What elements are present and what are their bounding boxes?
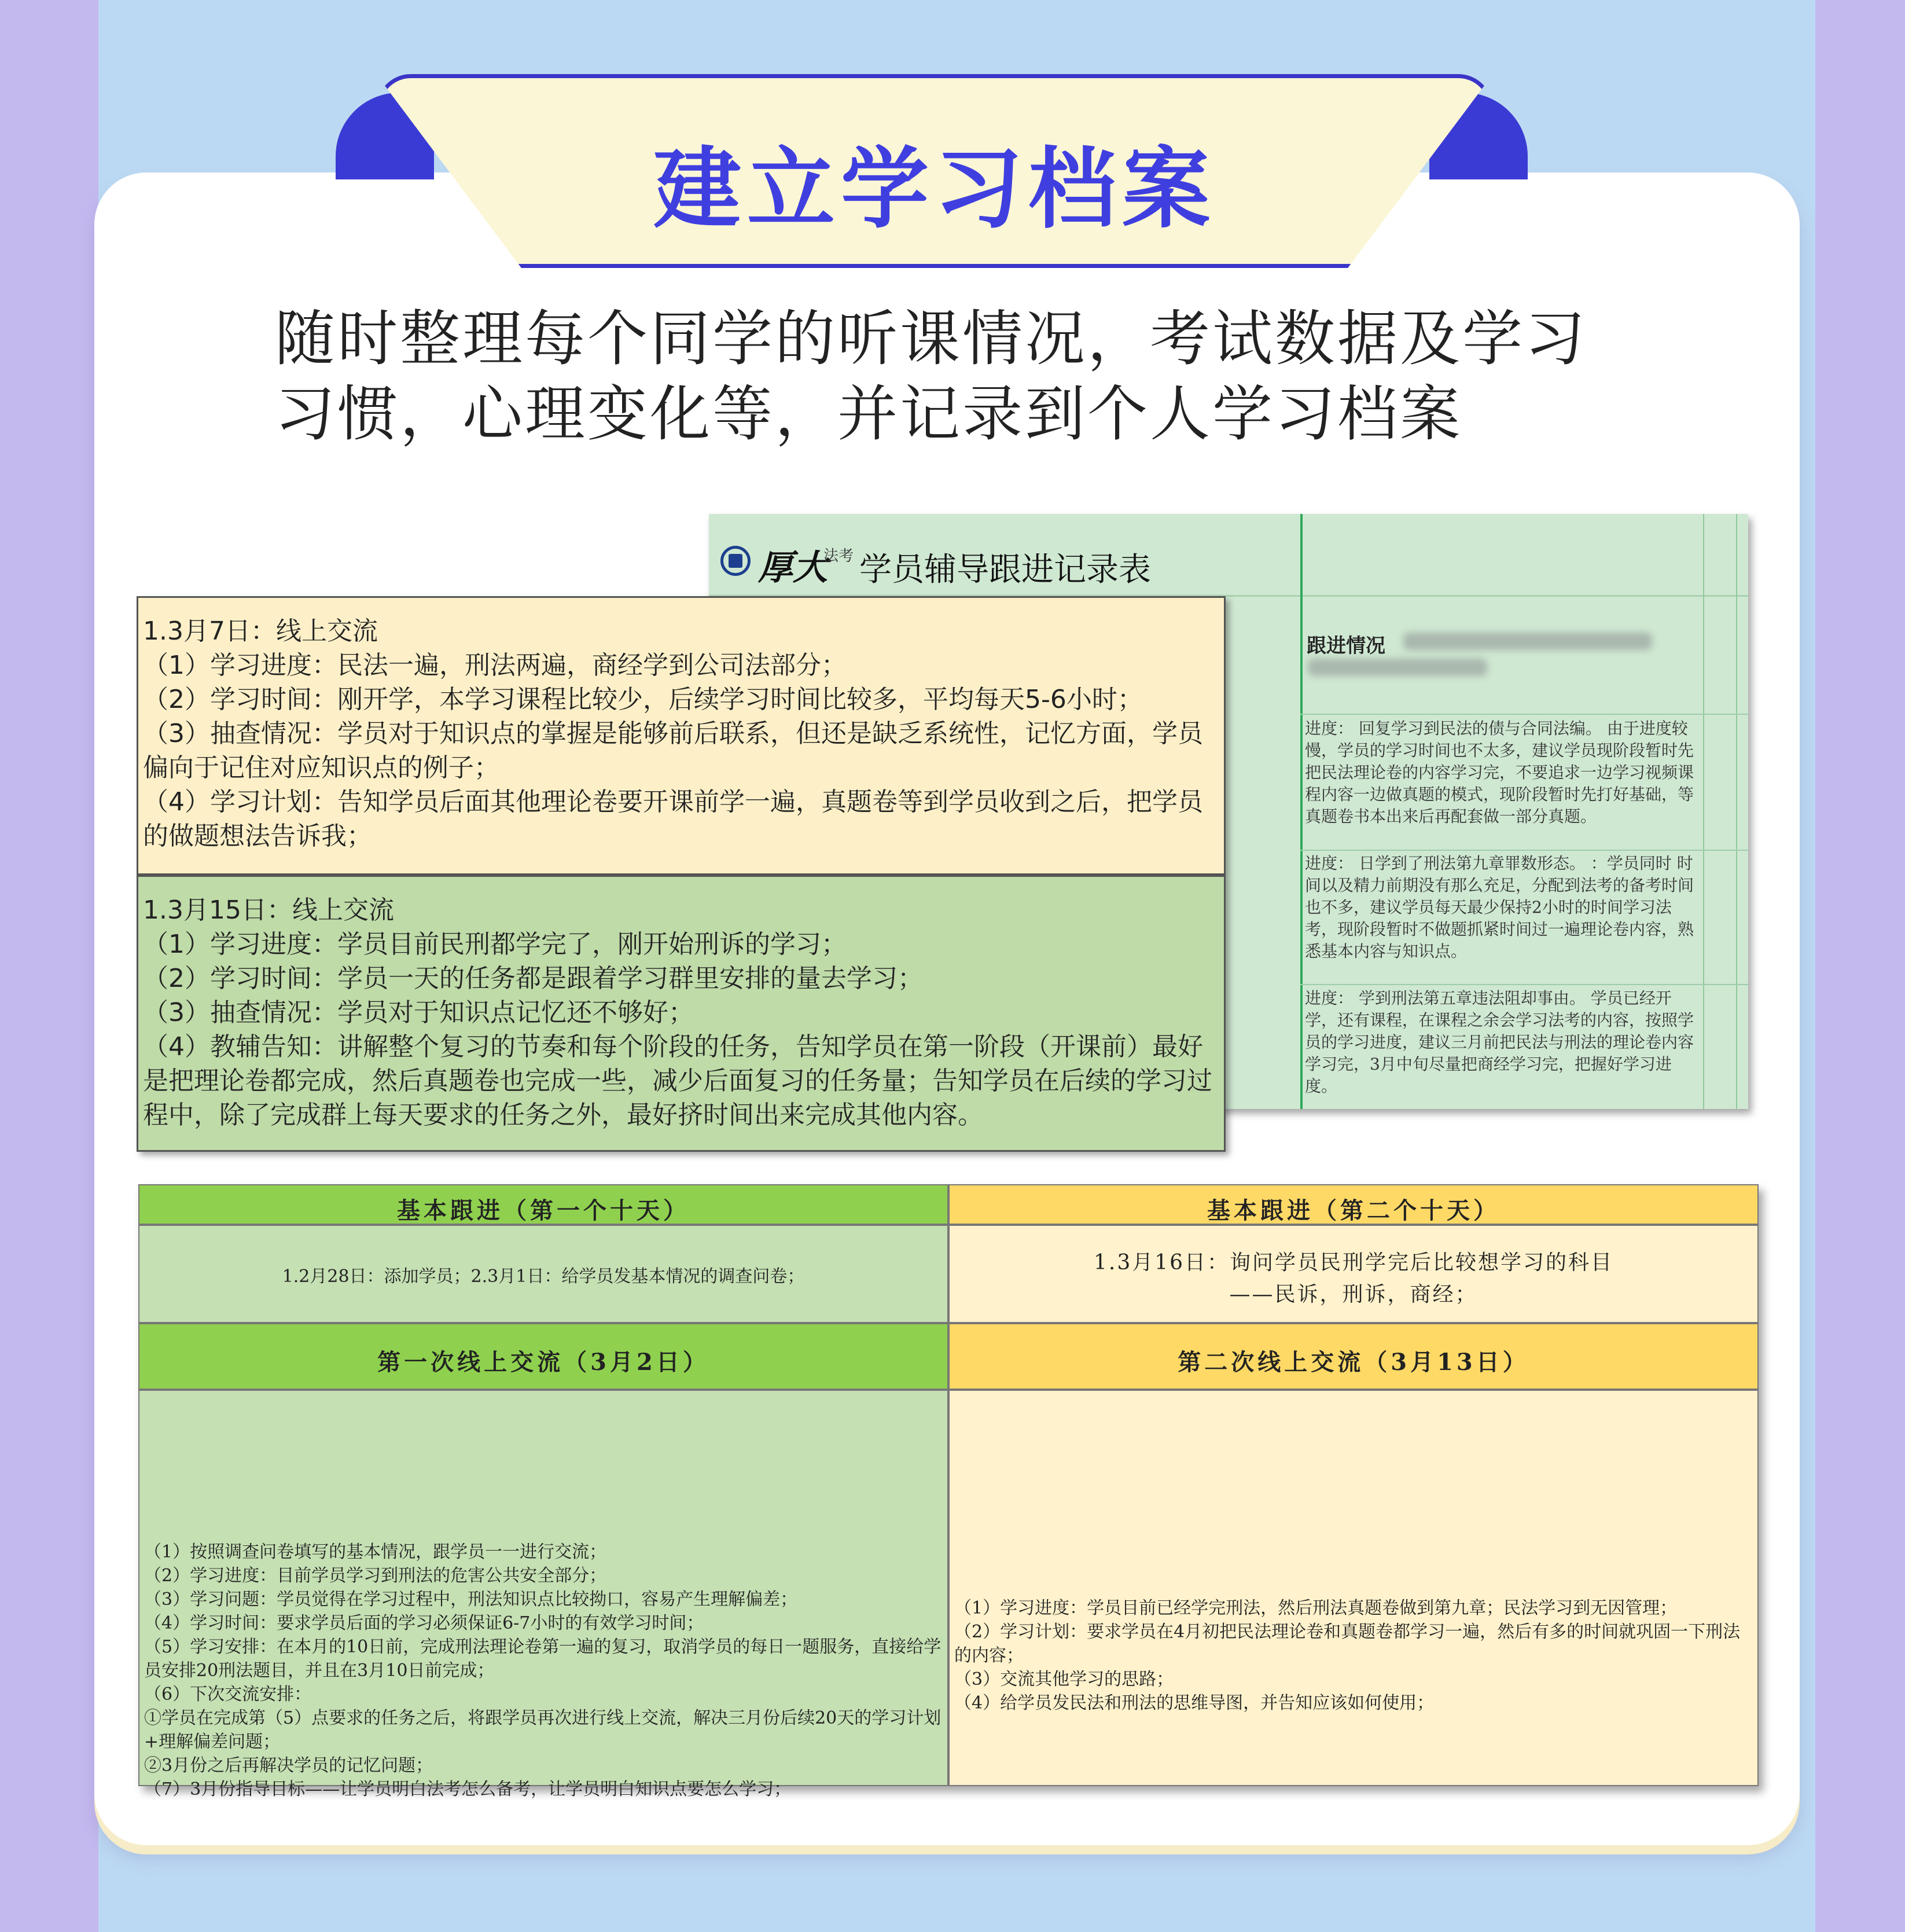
list-item: （5）学习安排：在本月的10日前，完成刑法理论卷第一遍的复习，取消学员的每日一题服务，直接给学员安排20刑法题目，并且在3月10日前完成；	[144, 1637, 942, 1681]
list-item: （3）学习问题：学员觉得在学习过程中，刑法知识点比较拗口，容易产生理解偏差；	[144, 1589, 798, 1610]
table-header-first-online	[138, 1323, 948, 1390]
sheet-row-divider	[1300, 850, 1748, 851]
note-line: （4）教辅告知：讲解整个复习的节奏和每个阶段的任务，告知学员在第一阶段（开课前）最好是把理论卷都完成，然后真题卷也完成一些，减少后面复习的任务量；告知学员在后续的学习过程中，除了完成群上每天要求的任务之外，最好挤时间出来完成其他内容。	[143, 1032, 1212, 1130]
note-box-march-7	[137, 596, 1226, 875]
table-cell-second-ten-days	[948, 1225, 1759, 1323]
list-item: （6）下次交流安排：	[144, 1684, 312, 1705]
left-side-band	[0, 0, 98, 1932]
sheet-note-1: 进度： 回复学习到民法的债与合同法编。 由于进度较慢，学员的学习时间也不太多，建议学员现阶段暂时先把民法理论卷的内容学习完，不要追求一边学习视频课程内容一边做真题的模式，现阶段暂时先打好基础，等真题卷书本出来后再配套做一部分真题。	[1305, 719, 1694, 826]
subtitle-line-2: 习惯，心理变化等，并记录到个人学习档案	[275, 379, 1463, 449]
list-item: （1）按照调查问卷填写的基本情况，跟学员一一进行交流；	[144, 1542, 607, 1562]
table-header-first-ten-days	[138, 1184, 948, 1225]
sheet-column-divider	[1703, 514, 1704, 1109]
note-line: 1.3月15日：线上交流	[143, 895, 394, 925]
cell-text: 1.2月28日：添加学员；2.3月1日：给学员发基本情况的调查问卷；	[282, 1266, 805, 1287]
sheet-note-2: 进度： 日学到了刑法第九章罪数形态。 ：学员同时 时间以及精力前期没有那么充足，分配到法考的备考时间也不多，建议学员每天最少保持2小时的时间学习法考，现阶段暂时不做题抓紧时间过一遍理论卷内容，熟悉基本内容与知识点。	[1305, 854, 1694, 961]
list-item: （2）学习进度：目前学员学习到刑法的危害公共安全部分；	[144, 1566, 607, 1586]
note-line: （2）学习时间：学员一天的任务都是跟着学习群里安排的量去学习；	[143, 964, 923, 993]
list-item: （4）给学员发民法和刑法的思维导图，并告知应该如何使用；	[954, 1693, 1435, 1713]
list-item: （3）交流其他学习的思路；	[954, 1669, 1174, 1689]
note-line: （4）学习计划：告知学员后面其他理论卷要开课前学一遍，真题卷等到学员收到之后，把学员的做题想法告诉我；	[143, 787, 1203, 851]
list-item: （4）学习时间：要求学员后面的学习必须保证6-7小时的有效学习时间；	[144, 1613, 704, 1633]
table-header-second-online	[948, 1323, 1759, 1390]
sheet-row-divider	[1300, 984, 1748, 985]
sheet-title: 学员辅导跟进记录表	[859, 551, 1151, 589]
list-item: （7）3月份指导目标——让学员明白法考怎么备考，让学员明白知识点要怎么学习；	[144, 1779, 792, 1799]
table-cell-first-online	[138, 1390, 948, 1799]
sheet-column-divider	[1736, 514, 1737, 1109]
header-label: 第一次线上交流（3月2日）	[377, 1349, 709, 1376]
note-line: 1.3月7日：线上交流	[143, 616, 378, 646]
note-box-march-15	[137, 875, 1226, 1152]
blurred-text	[1308, 659, 1487, 676]
subtitle-line-1: 随时整理每个同学的听课情况，考试数据及学习	[275, 303, 1588, 374]
brand-logo-icon	[720, 546, 751, 576]
right-side-band	[1815, 0, 1905, 1932]
note-line: （3）抽查情况：学员对于知识点记忆还不够好；	[143, 998, 694, 1027]
table-cell-second-online	[948, 1390, 1759, 1786]
note-line: （3）抽查情况：学员对于知识点的掌握是能够前后联系，但还是缺乏系统性，记忆方面，学员偏向于记住对应知识点的例子；	[143, 719, 1203, 783]
first-online-list	[144, 1540, 942, 1801]
list-item: ①学员在完成第（5）点要求的任务之后，将跟学员再次进行线上交流，解决三月份后续20天的学习计划+理解偏差问题；	[144, 1708, 942, 1752]
note-line: （1）学习进度：学员目前民刑都学完了，刚开始刑诉的学习；	[143, 930, 847, 959]
sheet-note-3: 进度： 学到刑法第五章违法阻却事由。 学员已经开学，还有课程，在课程之余会学习法考的内容，按照学员的学习进度，建议三月前把民法与刑法的理论卷内容学习完，3月中旬尽量把商经学习完，把握好学习进度。	[1305, 989, 1694, 1096]
page-title: 建立学习档案	[653, 138, 1216, 240]
subtitle	[275, 301, 1675, 451]
brand-subname: 法考	[823, 548, 854, 565]
brand-name: 厚大	[758, 548, 828, 588]
list-item: （2）学习计划：要求学员在4月初把民法理论卷和真题卷都学习一遍，然后有多的时间就巩固一下刑法的内容；	[954, 1622, 1741, 1666]
cell-text: ——民诉，刑诉，商经；	[1229, 1283, 1478, 1306]
blurred-text	[1403, 633, 1652, 650]
cell-text: 1.3月16日：询问学员民刑学完后比较想学习的科目	[1093, 1251, 1614, 1274]
list-item: （1）学习进度：学员目前已经学完刑法，然后刑法真题卷做到第九章；民法学习到无因管理；	[954, 1598, 1678, 1618]
header-label: 基本跟进（第二个十天）	[1207, 1197, 1500, 1224]
table-header-second-ten-days	[948, 1184, 1759, 1225]
note-line: （2）学习时间：刚开学，本学习课程比较少，后续学习时间比较多，平均每天5-6小时；	[143, 685, 1143, 714]
note-line: （1）学习进度：民法一遍，刑法两遍，商经学到公司法部分；	[143, 651, 847, 680]
sheet-row-divider	[1300, 714, 1748, 715]
table-cell-first-ten-days	[138, 1225, 948, 1323]
follow-up-table	[138, 1184, 1759, 1799]
second-online-list	[954, 1596, 1752, 1715]
sheet-column-divider	[1300, 514, 1303, 1109]
list-item: ②3月份之后再解决学员的记忆问题；	[144, 1755, 433, 1776]
header-label: 第二次线上交流（3月13日）	[1178, 1349, 1529, 1376]
follow-up-label: 跟进情况	[1307, 634, 1385, 658]
header-label: 基本跟进（第一个十天）	[397, 1197, 690, 1224]
